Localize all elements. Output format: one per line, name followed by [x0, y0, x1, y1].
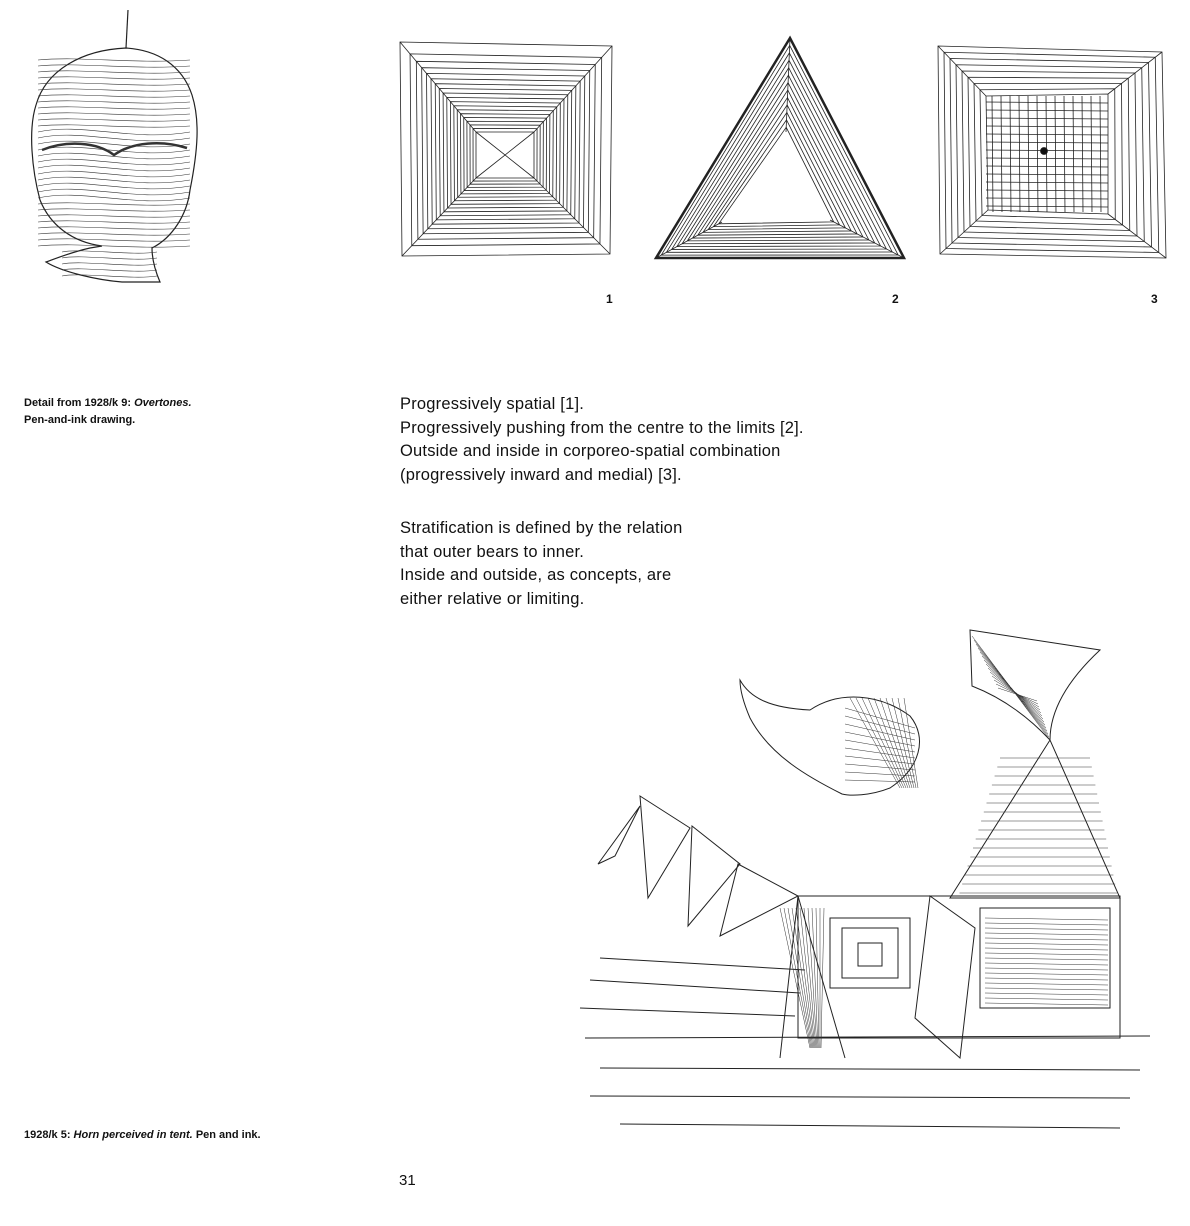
overtones-head-drawing	[22, 10, 222, 300]
figure-3-label: 3	[1151, 292, 1158, 306]
caption-horn-ref: 1928/k 5:	[24, 1129, 71, 1141]
figure-1-label: 1	[606, 292, 613, 306]
body-paragraph-2	[400, 517, 682, 611]
text-line: Progressively pushing from the centre to the limits [2].	[400, 418, 804, 437]
caption-horn-title: Horn perceived in tent.	[73, 1129, 193, 1141]
figure-1-square-drawing	[398, 40, 614, 258]
text-line: (progressively inward and medial) [3].	[400, 465, 682, 484]
text-line: Stratification is defined by the relation	[400, 519, 683, 537]
caption-horn	[24, 1127, 261, 1144]
caption-overtones-title: Overtones.	[134, 397, 192, 409]
text-line: Inside and outside, as concepts, are	[400, 566, 672, 584]
figure-2-label: 2	[892, 292, 899, 306]
caption-overtones-medium: Pen-and-ink drawing.	[24, 414, 136, 426]
text-line: either relative or limiting.	[400, 589, 585, 608]
figure-3-square-grid-drawing	[936, 44, 1172, 262]
text-line: that outer bears to inner.	[400, 542, 585, 561]
page-number: 31	[399, 1172, 416, 1189]
caption-horn-medium: Pen and ink.	[195, 1129, 261, 1141]
caption-overtones	[24, 395, 192, 429]
caption-overtones-ref: Detail from 1928/k 9:	[24, 397, 131, 409]
figure-2-triangle-drawing	[652, 36, 908, 262]
text-line: Outside and inside in corporeo-spatial combination	[400, 442, 781, 460]
text-line: Progressively spatial [1].	[400, 395, 585, 413]
horn-in-tent-drawing	[580, 628, 1160, 1138]
body-paragraph-1	[400, 393, 804, 487]
